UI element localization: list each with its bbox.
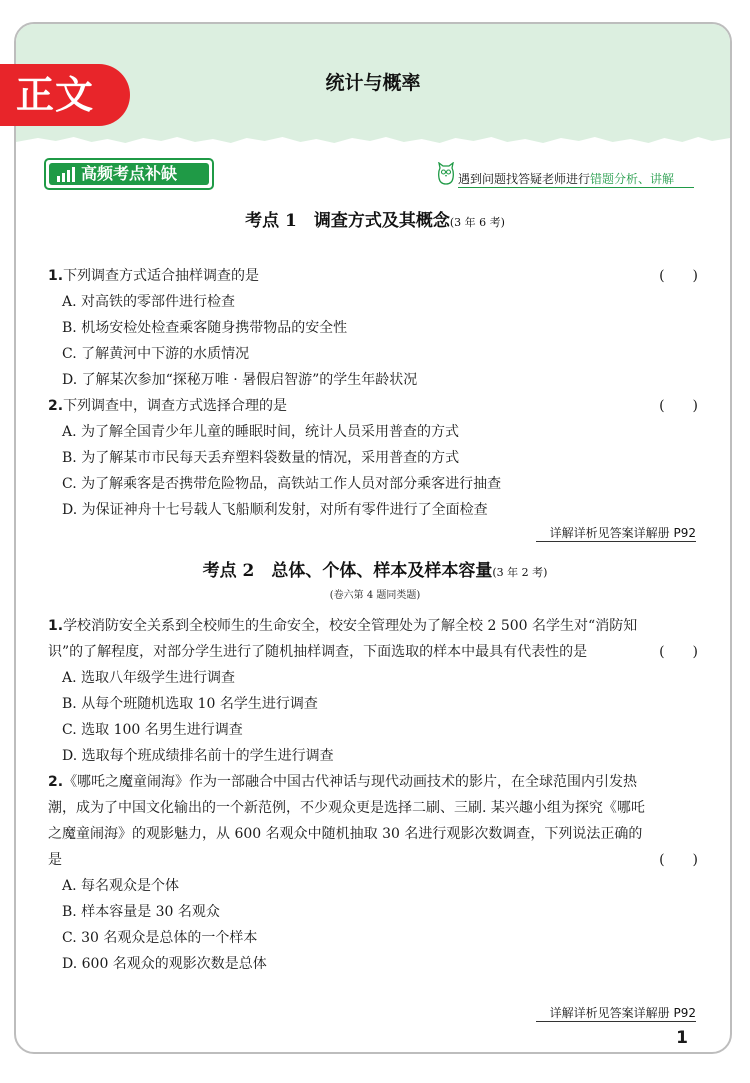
s1-question-1 bbox=[48, 263, 698, 289]
question-number: 2. bbox=[48, 774, 64, 790]
section-1-title: 考点 1 调查方式及其概念 bbox=[245, 211, 450, 231]
answer-paren: ( ) bbox=[659, 398, 698, 414]
option: C. 为了解乘客是否携带危险物品，高铁站工作人员对部分乘客进行抽查 bbox=[62, 476, 502, 492]
question-number: 1. bbox=[48, 618, 64, 634]
question-number: 2. bbox=[48, 398, 64, 414]
section-2-title: 考点 2 总体、个体、样本及样本容量 bbox=[202, 561, 493, 581]
question-stem-line: 潮，成为了中国文化输出的一个新范例，不少观众更是选择二刷、三刷. 某兴趣小组为探究《哪吒 bbox=[48, 800, 645, 816]
tip-prefix: 遇到问题找答疑老师进行 bbox=[458, 172, 591, 186]
option: B. 样本容量是 30 名观众 bbox=[62, 904, 220, 920]
option: B. 机场安检处检查乘客随身携带物品的安全性 bbox=[62, 320, 348, 336]
badge-label: 高频考点补缺 bbox=[81, 164, 178, 183]
section-badge bbox=[44, 158, 214, 190]
page-number: 1 bbox=[676, 1028, 688, 1048]
answer-reference-underline bbox=[536, 541, 696, 542]
question-stem: 下列调查方式适合抽样调查的是 bbox=[63, 268, 260, 284]
question-stem-line: 《哪吒之魔童闹海》作为一部融合中国古代神话与现代动画技术的影片，在全球范围内引发热 bbox=[63, 774, 638, 790]
bar-chart-icon bbox=[57, 167, 77, 182]
answer-reference: 详解详析见答案详解册 P92 bbox=[549, 1006, 696, 1020]
s1-question-2 bbox=[48, 393, 698, 419]
page-title: 统计与概率 bbox=[325, 72, 421, 94]
option: A. 每名观众是个体 bbox=[62, 878, 180, 894]
answer-reference: 详解详析见答案详解册 P92 bbox=[549, 526, 696, 540]
option: D. 选取每个班成绩排名前十的学生进行调查 bbox=[62, 748, 334, 764]
answer-paren: ( ) bbox=[659, 644, 698, 660]
option: A. 为了解全国青少年儿童的睡眠时间，统计人员采用普查的方式 bbox=[62, 424, 460, 440]
answer-reference-underline bbox=[536, 1021, 696, 1022]
option: C. 选取 100 名男生进行调查 bbox=[62, 722, 243, 738]
s2-question-2 bbox=[48, 769, 698, 873]
tip-highlight: 错题分析、讲解 bbox=[590, 172, 675, 186]
question-stem-line: 学校消防安全关系到全校师生的生命安全，校安全管理处为了解全校 2 500 名学生对“消防知 bbox=[63, 618, 638, 634]
torn-edge bbox=[16, 128, 730, 152]
option: D. 了解某次参加“探秘万唯 · 暑假启智游”的学生年龄状况 bbox=[62, 372, 418, 388]
answer-paren: ( ) bbox=[659, 852, 698, 868]
section-2-subnote: (卷六第 4 题同类题) bbox=[329, 590, 421, 601]
option: C. 30 名观众是总体的一个样本 bbox=[62, 930, 258, 946]
tip-underline bbox=[458, 187, 694, 188]
question-stem: 下列调查中，调查方式选择合理的是 bbox=[63, 398, 288, 414]
s2-question-1 bbox=[48, 613, 698, 665]
section-2-heading bbox=[0, 556, 750, 581]
option: D. 为保证神舟十七号载人飞船顺利发射，对所有零件进行了全面检查 bbox=[62, 502, 488, 518]
option: A. 对高铁的零部件进行检查 bbox=[62, 294, 236, 310]
option: D. 600 名观众的观影次数是总体 bbox=[62, 956, 267, 972]
section-2-note: (3 年 2 考) bbox=[492, 566, 548, 579]
option: B. 从每个班随机选取 10 名学生进行调查 bbox=[62, 696, 318, 712]
section-1-heading bbox=[0, 206, 750, 231]
main-text-tag: 正文 bbox=[0, 64, 130, 126]
option: B. 为了解某市市民每天丢弃塑料袋数量的情况，采用普查的方式 bbox=[62, 450, 460, 466]
tip-line bbox=[436, 166, 694, 190]
question-number: 1. bbox=[48, 268, 64, 284]
question-stem-line: 识”的了解程度，对部分学生进行了随机抽样调查，下面选取的样本中最具有代表性的是 bbox=[48, 644, 588, 660]
section-1-note: (3 年 6 考) bbox=[449, 216, 505, 229]
option: C. 了解黄河中下游的水质情况 bbox=[62, 346, 250, 362]
answer-paren: ( ) bbox=[659, 268, 698, 284]
question-stem-line: 是 bbox=[48, 852, 62, 868]
option: A. 选取八年级学生进行调查 bbox=[62, 670, 236, 686]
question-stem-line: 之魔童闹海》的观影魅力，从 600 名观众中随机抽取 30 名进行观影次数调查，下列说法正确的 bbox=[48, 826, 643, 842]
owl-icon bbox=[436, 162, 456, 186]
